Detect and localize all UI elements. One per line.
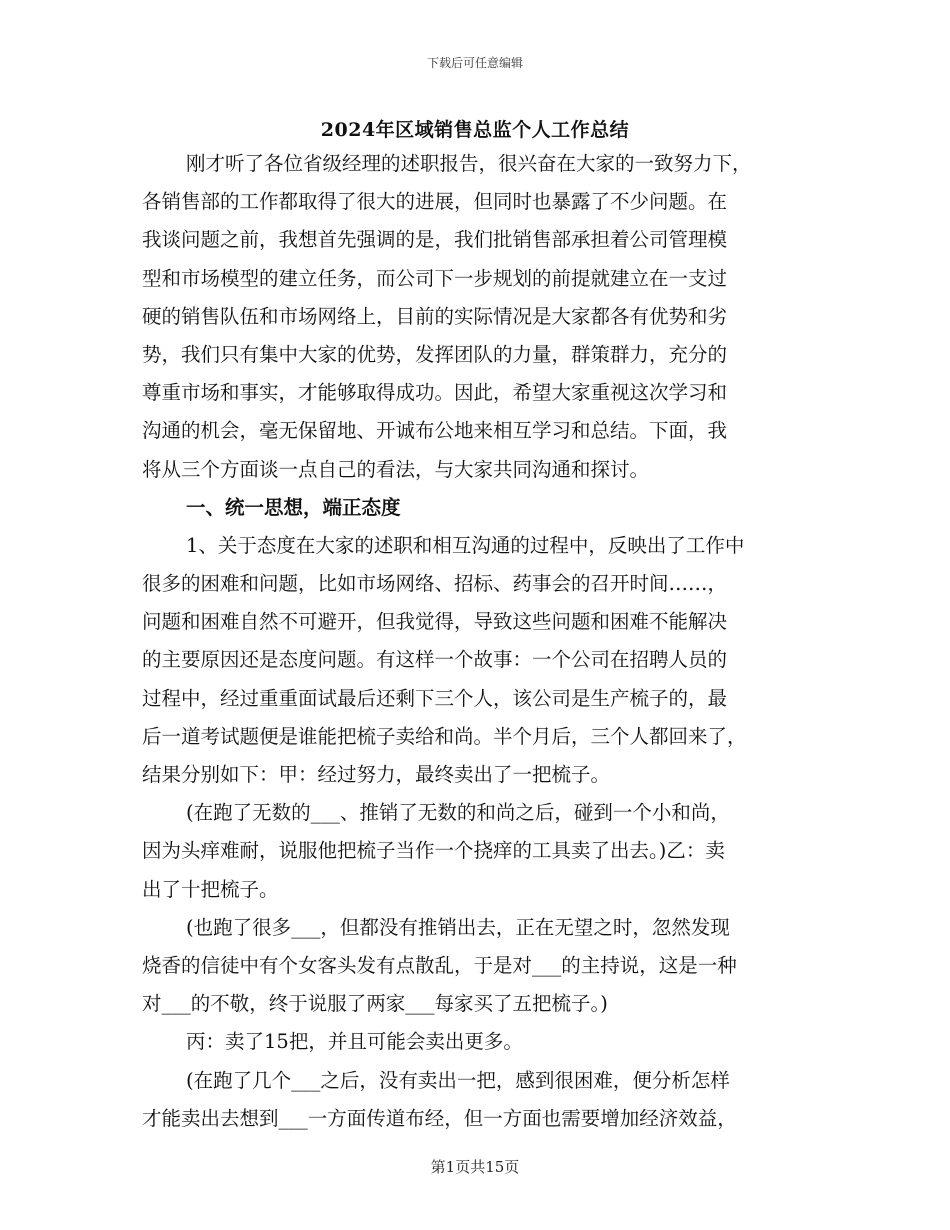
body-text-line: 出了十把梳子。 bbox=[142, 877, 279, 901]
body-text-line: 对___的不敬，终于说服了两家___每家买了五把梳子。) bbox=[142, 992, 608, 1016]
body-text-line: (在跑了无数的___、推销了无数的和尚之后，碰到一个小和尚， bbox=[186, 801, 730, 825]
body-text-line: 沟通的机会，毫无保留地、开诚布公地来相互学习和总结。下面，我 bbox=[142, 419, 728, 443]
body-text-line: 势，我们只有集中大家的优势，发挥团队的力量，群策群力，充分的 bbox=[142, 342, 728, 366]
body-text-line: 刚才听了各位省级经理的述职报告，很兴奋在大家的一致努力下， bbox=[186, 152, 752, 175]
body-text-line: 结果分别如下：甲：经过努力，最终卖出了一把梳子。 bbox=[142, 763, 611, 786]
body-text-line: 我谈问题之前，我想首先强调的是，我们批销售部承担着公司管理模 bbox=[142, 228, 728, 252]
body-text-line: 尊重市场和事实，才能够取得成功。因此，希望大家重视这次学习和 bbox=[142, 381, 728, 405]
body-text-line: 后一道考试题便是谁能把梳子卖给和尚。半个月后，三个人都回来了， bbox=[142, 724, 747, 748]
document-title: 2024年区域销售总监个人工作总结 bbox=[320, 119, 630, 141]
body-text-line: 丙：卖了15把，并且可能会卖出更多。 bbox=[186, 1030, 523, 1054]
body-text-line: (也跑了很多___，但都没有推销出去，正在无望之时，忽然发现 bbox=[186, 915, 730, 939]
section-heading: 一、统一思想，端正态度 bbox=[186, 495, 401, 519]
body-text-line: 烧香的信徒中有个女客头发有点散乱，于是对___的主持说，这是一种 bbox=[142, 953, 737, 977]
body-text-line: 将从三个方面谈一点自己的看法，与大家共同沟通和探讨。 bbox=[142, 457, 650, 481]
body-text-line: (在跑了几个___之后，没有卖出一把，感到很困难，便分析怎样 bbox=[186, 1068, 730, 1092]
body-text-line: 各销售部的工作都取得了很大的进展，但同时也暴露了不少问题。在 bbox=[142, 190, 728, 214]
body-text-line: 的主要原因还是态度问题。有这样一个故事：一个公司在招聘人员的 bbox=[142, 648, 728, 672]
body-text-line: 硬的销售队伍和市场网络上，目前的实际情况是大家都各有优势和劣 bbox=[142, 304, 728, 328]
header-note: 下载后可任意编辑 bbox=[426, 56, 523, 70]
body-text-line: 过程中，经过重重面试最后还剩下三个人，该公司是生产梳子的，最 bbox=[142, 686, 728, 710]
body-text-line: 1、关于态度在大家的述职和相互沟通的过程中，反映出了工作中 bbox=[186, 533, 745, 557]
body-text-line: 才能卖出去想到___一方面传道布经，但一方面也需要增加经济效益， bbox=[142, 1106, 737, 1130]
body-text-line: 因为头痒难耐，说服他把梳子当作一个挠痒的工具卖了出去。)乙：卖 bbox=[142, 839, 725, 863]
page-footer: 第1页共15页 bbox=[430, 1158, 520, 1176]
body-text-line: 型和市场模型的建立任务，而公司下一步规划的前提就建立在一支过 bbox=[142, 266, 728, 290]
body-text-line: 很多的困难和问题，比如市场网络、招标、药事会的召开时间……， bbox=[142, 572, 728, 596]
body-text-line: 问题和困难自然不可避开，但我觉得，导致这些问题和困难不能解决 bbox=[142, 610, 728, 634]
document-body bbox=[142, 145, 810, 1138]
